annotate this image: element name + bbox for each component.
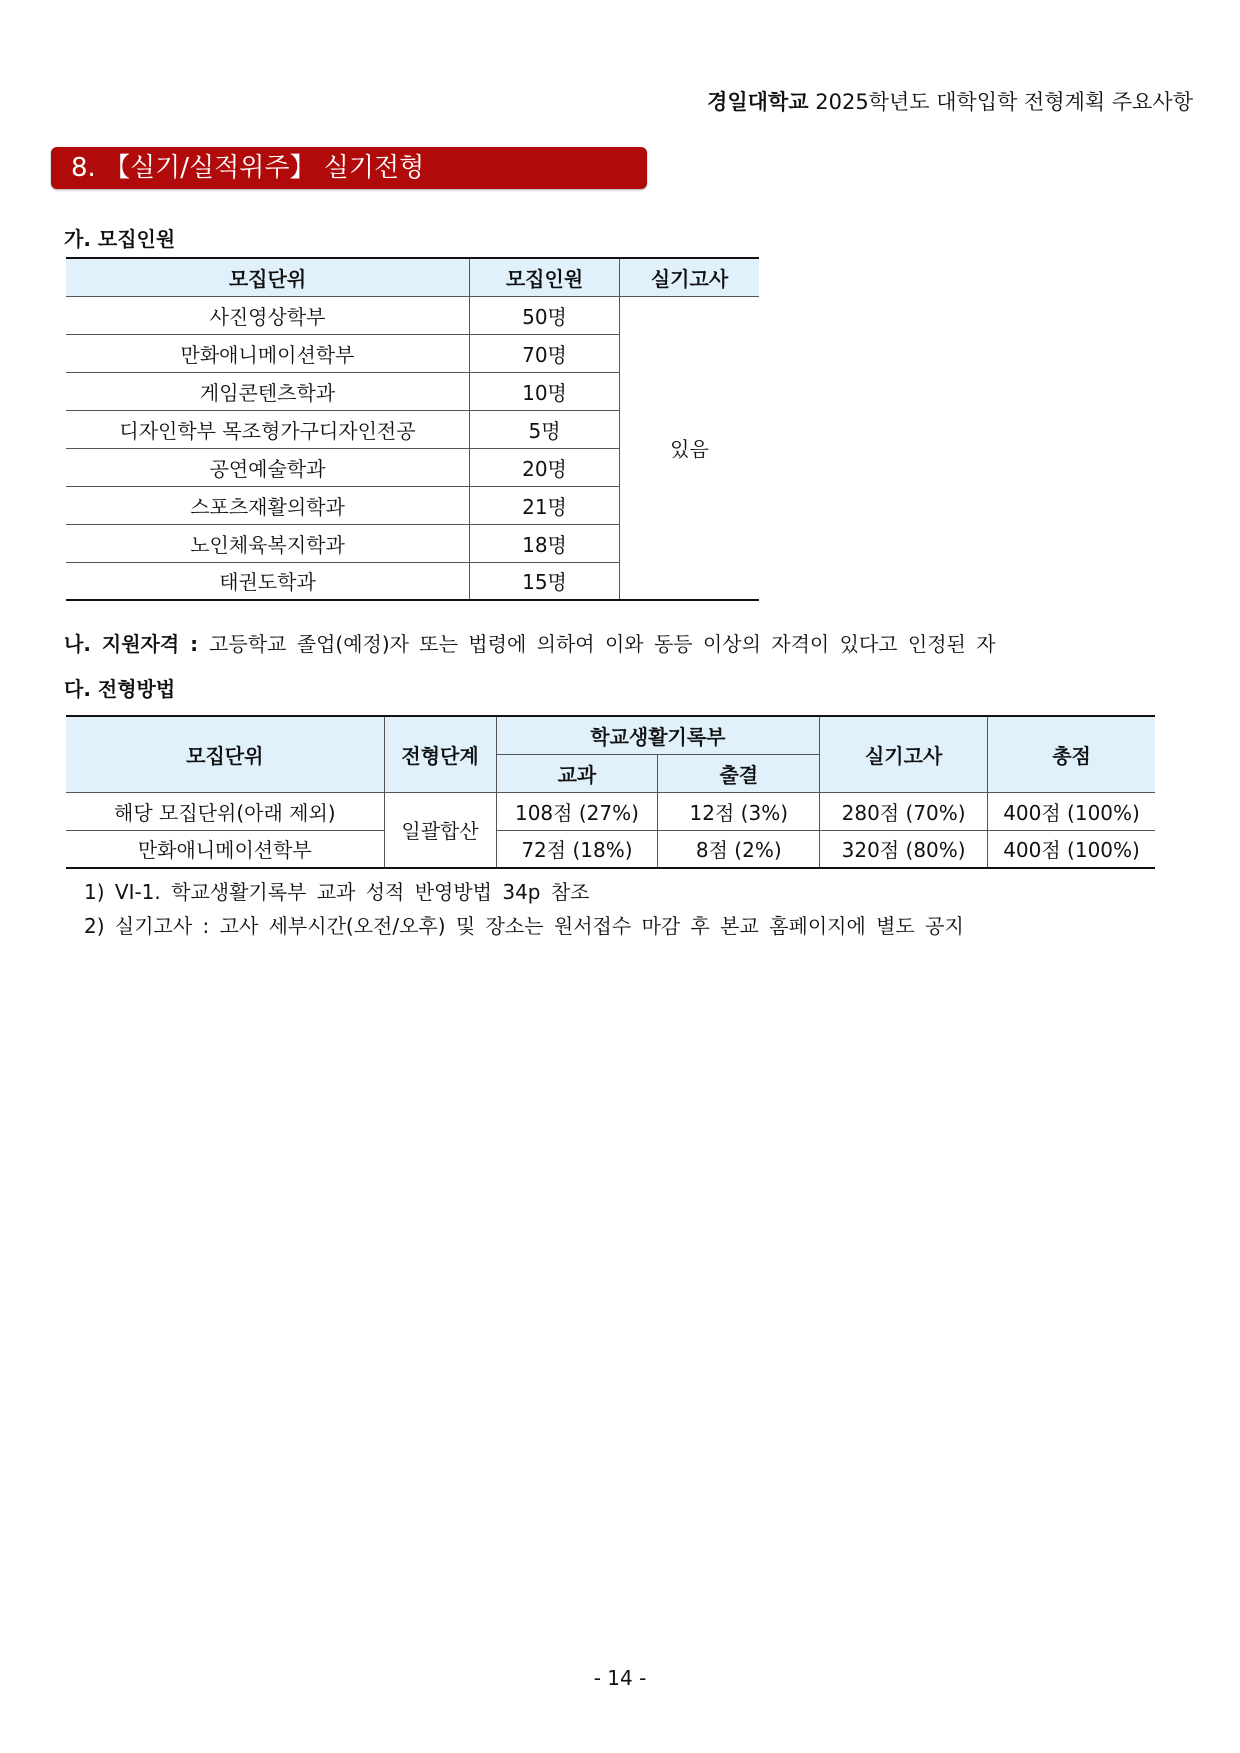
table-header-row — [66, 716, 1155, 754]
count-cell: 5명 — [470, 410, 620, 448]
note-2: 2) 실기고사 : 고사 세부시간(오전/오후) 및 장소는 원서접수 마감 후 본교 홈페이지에 별도 공지 — [84, 914, 964, 938]
unit-cell: 해당 모집단위(아래 제외) — [66, 792, 384, 830]
page-header — [707, 86, 1193, 116]
exam-score-cell: 320점 (80%) — [820, 830, 988, 868]
column-header-unit: 모집단위 — [66, 258, 470, 296]
table-row — [66, 792, 1155, 830]
count-cell: 20명 — [470, 448, 620, 486]
column-header-practical-exam: 실기고사 — [820, 716, 988, 792]
table-header-row — [66, 258, 759, 296]
qualification-label: 나. 지원자격 — [64, 632, 180, 656]
unit-cell: 게임콘텐츠학과 — [66, 372, 470, 410]
page-number: - 14 - — [593, 1666, 647, 1690]
unit-cell: 스포츠재활의학과 — [66, 486, 470, 524]
unit-cell: 공연예술학과 — [66, 448, 470, 486]
subject-score-cell: 72점 (18%) — [496, 830, 658, 868]
count-cell: 10명 — [470, 372, 620, 410]
count-cell: 21명 — [470, 486, 620, 524]
stage-cell: 일괄합산 — [384, 792, 496, 868]
exam-score-cell: 280점 (70%) — [820, 792, 988, 830]
count-cell: 50명 — [470, 296, 620, 334]
count-cell: 15명 — [470, 562, 620, 600]
unit-cell: 사진영상학부 — [66, 296, 470, 334]
total-score-cell: 400점 (100%) — [988, 792, 1155, 830]
column-header-total: 총점 — [988, 716, 1155, 792]
count-cell: 70명 — [470, 334, 620, 372]
attendance-score-cell: 12점 (3%) — [658, 792, 820, 830]
header-document-title: 2025학년도 대학입학 전형계획 주요사항 — [815, 90, 1193, 114]
count-cell: 18명 — [470, 524, 620, 562]
recruitment-heading: 가. 모집인원 — [64, 227, 176, 251]
header-school-name: 경일대학교 — [707, 90, 809, 114]
column-header-subject: 교과 — [496, 754, 658, 792]
subject-score-cell: 108점 (27%) — [496, 792, 658, 830]
unit-cell: 노인체육복지학과 — [66, 524, 470, 562]
note-1: 1) VI-1. 학교생활기록부 교과 성적 반영방법 34p 참조 — [84, 880, 590, 904]
qualification-separator: : — [179, 632, 210, 656]
unit-cell: 디자인학부 목조형가구디자인전공 — [66, 410, 470, 448]
recruitment-table — [66, 257, 759, 601]
column-header-attendance: 출결 — [658, 754, 820, 792]
selection-heading: 다. 전형방법 — [64, 677, 176, 701]
column-header-stage: 전형단계 — [384, 716, 496, 792]
qualification-line — [64, 628, 996, 657]
table-row — [66, 296, 759, 334]
exam-cell: 있음 — [620, 296, 760, 600]
column-header-unit: 모집단위 — [66, 716, 384, 792]
total-score-cell: 400점 (100%) — [988, 830, 1155, 868]
column-header-exam: 실기고사 — [620, 258, 760, 296]
selection-method-table — [66, 715, 1155, 869]
table-row — [66, 830, 1155, 868]
column-header-count: 모집인원 — [470, 258, 620, 296]
section-title-banner: 8. 【실기/실적위주】 실기전형 — [51, 147, 647, 189]
column-header-school-record: 학교생활기록부 — [496, 716, 820, 754]
unit-cell: 만화애니메이션학부 — [66, 830, 384, 868]
qualification-text: 고등학교 졸업(예정)자 또는 법령에 의하여 이와 동등 이상의 자격이 있다고 인정된 자 — [209, 632, 996, 656]
attendance-score-cell: 8점 (2%) — [658, 830, 820, 868]
unit-cell: 만화애니메이션학부 — [66, 334, 470, 372]
unit-cell: 태권도학과 — [66, 562, 470, 600]
